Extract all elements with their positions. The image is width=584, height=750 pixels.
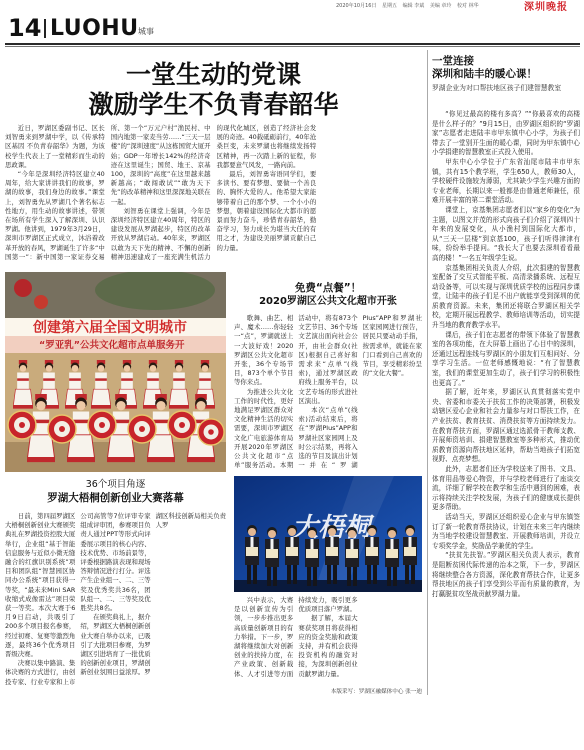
section-title-en: LUOHU xyxy=(50,16,139,41)
lead-paragraph: “今年是深圳经济特区建立40周年，给大家讲讲我们的故事，罗湖的故事，我们身边的故事。”课堂上，刘智勇先从罗湖几个著名标志性地方，用生动的故事讲述，带领在场所有学生深入了解深圳、认识罗湖。他讲到，1979年3月29日，深圳市罗湖区正式成立，沐浴着改革开放的春风，罗湖诞生了许多“中国第一”：新中国第一家证券交易所、第一个“万元户村”渔民村、中国内地第一家麦当劳……“三天一层楼”的“深圳速度”从这栋国贸大厦开始；GDP一年增长142%的经济奇迹在这里诞生；国贸、地王、京基100，深圳的“高度”在这里越来越新越高；“敢闯敢试”“敢为天下先”的改革精神和这里深深地关联在一起。 xyxy=(5,124,211,261)
red-fan-prop xyxy=(128,415,156,443)
culture-headline xyxy=(232,282,424,308)
sidebar-paragraph: 此外，志愿者们还为学校送来了图书、文具、体育用品等爱心物资，并与学校老师进行了座谈交流，详细了解学校在教学和生活中遇到的困难，表示将持续关注学校发展，为孩子们的健康成长提供更多帮助。 xyxy=(432,464,580,512)
masthead-info xyxy=(336,3,483,10)
issue-date: 2020年10月16日 xyxy=(336,3,377,9)
contest-paragraph: 在颁奖典礼上，据介绍，罗湖区大梧桐创新创业大赛自举办以来，已吸引了大批项目参赛，为罗湖区引进培育了一批优质的创新创业项目，罗湖创新创业氛围日益浓厚。罗湖区科技创新局相关负责人罗 xyxy=(80,512,226,677)
sidebar-subtitle: 罗湖企业为对口帮扶地区孩子们建智慧教室 xyxy=(432,84,562,92)
banner-top-text: 创建第六届全国文明城市 xyxy=(33,320,187,336)
contest-paragraph: 决赛以集中路演、集体决赛的方式进行，由创投专家、行业专家和上市公司高管等7位评审专家组成评审团，参赛项目负责人通过PPT等形式向评委展示项目的核心内容、技术优势、市场前景等，评委根据路演表现和现场答辩情况进行打分。评选产生企业组一、二、三等奖及优秀奖共36名，团队组一、二、三等奖及优胜奖共8名。 xyxy=(5,512,151,686)
sidebar-paragraph: 课后，孩子们在志愿者的带领下体验了智慧教室的各项功能，在大屏幕上画出了心目中的深圳，还通过远程连线与罗湖区的小朋友们互相问好、分享学习生活。一位老师感慨地说：“有了智慧教室，我们的课堂更加生动了，孩子们学习的积极性也更高了。” xyxy=(432,330,580,387)
award-ceremony-photo xyxy=(234,476,422,592)
editor-credit: 编辑 李斌 xyxy=(402,3,425,9)
lead-paragraph: 最后，刘智勇寄语同学们，要多读书、要有梦想、要做一个善良的、胸怀大爱的人。他希望大家能够带着自己的那个梦、一个小小的梦想，朝着建设国际化大都市的愿景而努力奋斗，珍惜青春韶华，勤奋学习，努力成长为堪当大任的有用之才，为建设美丽罗湖贡献自己的力量。 xyxy=(216,170,317,252)
contest-headline xyxy=(5,479,226,505)
contest-paragraph: 兴中表示，大赛是以创新宣传为引领，一步步推出更多高质量创新项目的有力举措。下一步，罗湖将继续加大对创新创业的扶持力度，在产业政策、创新载体、人才引进等方面持续发力，吸引更多优质项目落户罗湖。 xyxy=(234,596,358,678)
page-number: 14 xyxy=(8,14,42,42)
issue-weekday: 星期五 xyxy=(382,3,398,9)
sidebar-divider xyxy=(427,50,428,695)
header-divider xyxy=(44,19,46,38)
culture-paragraph: 歌舞、曲艺、相声、魔术……你轻轻一“点”，罗湖就送上一大波好戏！2020罗湖区公共文化超市开张，36个专场节目，873个单个节目等你来点。 xyxy=(234,314,294,387)
sidebar-paragraph: 京基集团相关负责人介绍，此次捐建的智慧教室配备了交互式智能平板、高清录播系统、远程互动设备等，可以实现与深圳优质学校的远程同步课堂，让陆丰的孩子们足不出户就能享受到深圳的优质教育资源。未来，集团还将联合罗湖区相关学校，定期开展远程教学、教师培训等活动，切实提升当地的教育教学水平。 xyxy=(432,263,580,330)
contest-headline-line-1: 36个项目角逐 xyxy=(85,479,146,490)
contest-headline-line-2: 罗湖大梧桐创新创业大赛落幕 xyxy=(47,492,184,504)
sidebar-title: 深圳和陆丰的暖心课！ xyxy=(432,68,537,80)
sidebar-paragraph: 活动当天，罗湖区还组织爱心企业与甲东镇签订了新一轮教育帮扶协议，计划在未来三年内继续为当地学校建设智慧教室、开展教师培训，并设立专项奖学金，奖励品学兼优的学生。 xyxy=(432,512,580,550)
sidebar-paragraph: “扶贫先扶智。”罗湖区相关负责人表示，教育是阻断贫困代际传递的治本之策，下一步，罗湖区将继续整合各方资源，深化教育帮扶合作，让更多帮扶地区的孩子们享受到公平而有质量的教育，为打赢脱贫攻坚战贡献罗湖力量。 xyxy=(432,551,580,598)
red-fan-prop xyxy=(168,411,196,439)
proofreader-credit: 校对 林华 xyxy=(457,3,479,9)
header-rule-thin xyxy=(5,46,580,47)
sidebar-paragraph: 据了解，近年来，罗湖区认真贯彻落实党中央、省委和市委关于扶贫工作的决策部署，积极发动辖区爱心企业和社会力量参与对口帮扶工作，在产业扶贫、教育扶贫、消费扶贫等方面持续发力。在教育帮扶方面，罗湖区通过选派骨干教师支教、开展师资培训、捐建智慧教室等多种形式，推动优质教育资源向帮扶地区延伸，帮助当地孩子们拓宽视野、点亮梦想。 xyxy=(432,388,580,464)
red-fan-prop xyxy=(198,419,224,445)
red-fan-prop xyxy=(8,411,36,439)
contest-article-body xyxy=(5,512,226,692)
headline-line-1: 一堂生动的党课 xyxy=(125,60,301,89)
red-lantern xyxy=(14,279,32,297)
designer-credit: 美编 章玲 xyxy=(429,3,452,9)
byline-credit: 本版采写：罗湖区融媒体中心 张一迪 xyxy=(330,689,422,695)
lead-article-body xyxy=(5,124,422,267)
red-fan-prop xyxy=(48,415,76,443)
contest-paragraph: 日前，第四届罗湖区大梧桐创新创业大赛颁奖典礼在罗湖投资控股大厦举行，企业组“基于智能信息服务与近似小微无缝融合的红旗识别系统”项目和团队组“智慧园区协同办公系统”项目获得一等奖，“最未来Mini SAR收缩式成像雷达”项目荣获一等奖。本次大赛于6月9日启动，共吸引了200多个项目报名参赛，经过初赛、复赛等激烈角逐，最终36个优秀项目晋级决赛。 xyxy=(5,512,76,659)
newspaper-logo: 深圳晚报 xyxy=(524,2,568,13)
sidebar-paragraph: “你见过最高的楼有多高？”“你最喜欢的高楼是什么样子的？”9月15日，由罗湖区组织的“罗湖家”志愿者走进陆丰市甲东镇中心小学，为孩子们带去了一堂别开生面的暖心课，同时为甲东镇中心小学捐建的智慧教室正式投入使用。 xyxy=(432,110,580,157)
lead-headline xyxy=(5,60,422,120)
contest-paragraph: 据了解，本届大赛获奖项目将获得相应的资金奖励和政策支持，并有机会获得投资机构的融资对接，为深圳创新创业贡献罗湖力量。 xyxy=(298,614,358,678)
sidebar-kicker: 一堂连接 xyxy=(432,55,474,67)
culture-article-body xyxy=(234,314,422,472)
performance-photo xyxy=(5,272,226,472)
culture-headline-line-1: 免费“点餐”！ xyxy=(294,282,362,294)
contest-article-continued xyxy=(234,596,422,688)
lead-paragraph: 刘智勇在课堂上强调，今年是深圳经济特区建立40周年，特区的建设发展从罗湖起步，特区的改革开放从罗湖启动。40年来，罗湖区以敢为天下先的精神、不懈的创新精神迅速建成了一座充满生机活力的现代化城区，创造了经济社会发展的奇迹。40载砥砺前行，40年沧桑巨变，未来罗湖也将继续发扬特区精神，再一次踏上新的征程，你我都要意气风发，一路向前。 xyxy=(110,124,317,261)
header-rule xyxy=(5,43,580,45)
section-title-cn: 城事 xyxy=(138,27,154,36)
culture-paragraph: 本次“点单”(线索)活动结束后，将在“罗湖Plus”APP和罗湖社区家园网上及时公示结果，再将入选的节目及演出计划一并在“罗湖Plus”APP和罗湖社区家园网进行预告，居民只要动动手指，按需求单，就能在家门口看到自己喜欢的节目，享受精彩纷呈的“文化大餐”。 xyxy=(298,314,422,470)
red-lantern xyxy=(34,295,48,309)
sidebar-paragraph: 甲东中心小学位于广东省汕尾市陆丰市甲东镇，共有15个教学班，学生650人，教师30人，学校硬件设施较为薄弱，尤其缺少学生兴趣方面的专业老师，长期以来一般都是由普通老师兼任，很难开展丰富的第二课堂活动。 xyxy=(432,157,580,205)
lead-paragraph: 近日，罗湖区委副书记、区长刘智勇来到罗湖中学，以《传承特区基因 不负青春韶华》为题，为该校学生代表上了一堂精彩而生动的思政课。 xyxy=(5,124,105,169)
sidebar-article-body xyxy=(432,110,580,694)
sidebar-paragraph: 课堂上，京基集团志愿者们以“家乡的变化”为主题，以图文并茂的形式向孩子们介绍了深圳四十年来的发展变化，从小渔村到国际化大都市，从“三天一层楼”到京基100，孩子们听得津津有味，纷纷举手提问。“我长大了也要去深圳看看最高的楼！”一名五年级学生说。 xyxy=(432,205,580,262)
culture-headline-line-2: 2020罗湖区公共文化超市开张 xyxy=(259,296,397,307)
red-fan-prop xyxy=(88,411,116,439)
headline-line-2: 激励学生不负青春韶华 xyxy=(88,90,339,119)
banner-bottom-text: “罗亚乳”公共文化超市点单服务开 xyxy=(39,340,185,351)
culture-paragraph: 为推进公共文化工作的时代性，更好地满足罗湖区群众对文化精神生活的切实需要，深圳市罗湖区文化广电旅游体育局开展2020年罗湖区公共文化超市“点单”服务活动。本期活动中，将有873个文艺节目、36个专场文艺演出面向社会公开，由社会群众(社区)根据自己喜好和需求来“点单”(线索)，通过罗湖区政府线上服务平台，以文艺专场的形式进社区演出。 xyxy=(234,314,358,470)
